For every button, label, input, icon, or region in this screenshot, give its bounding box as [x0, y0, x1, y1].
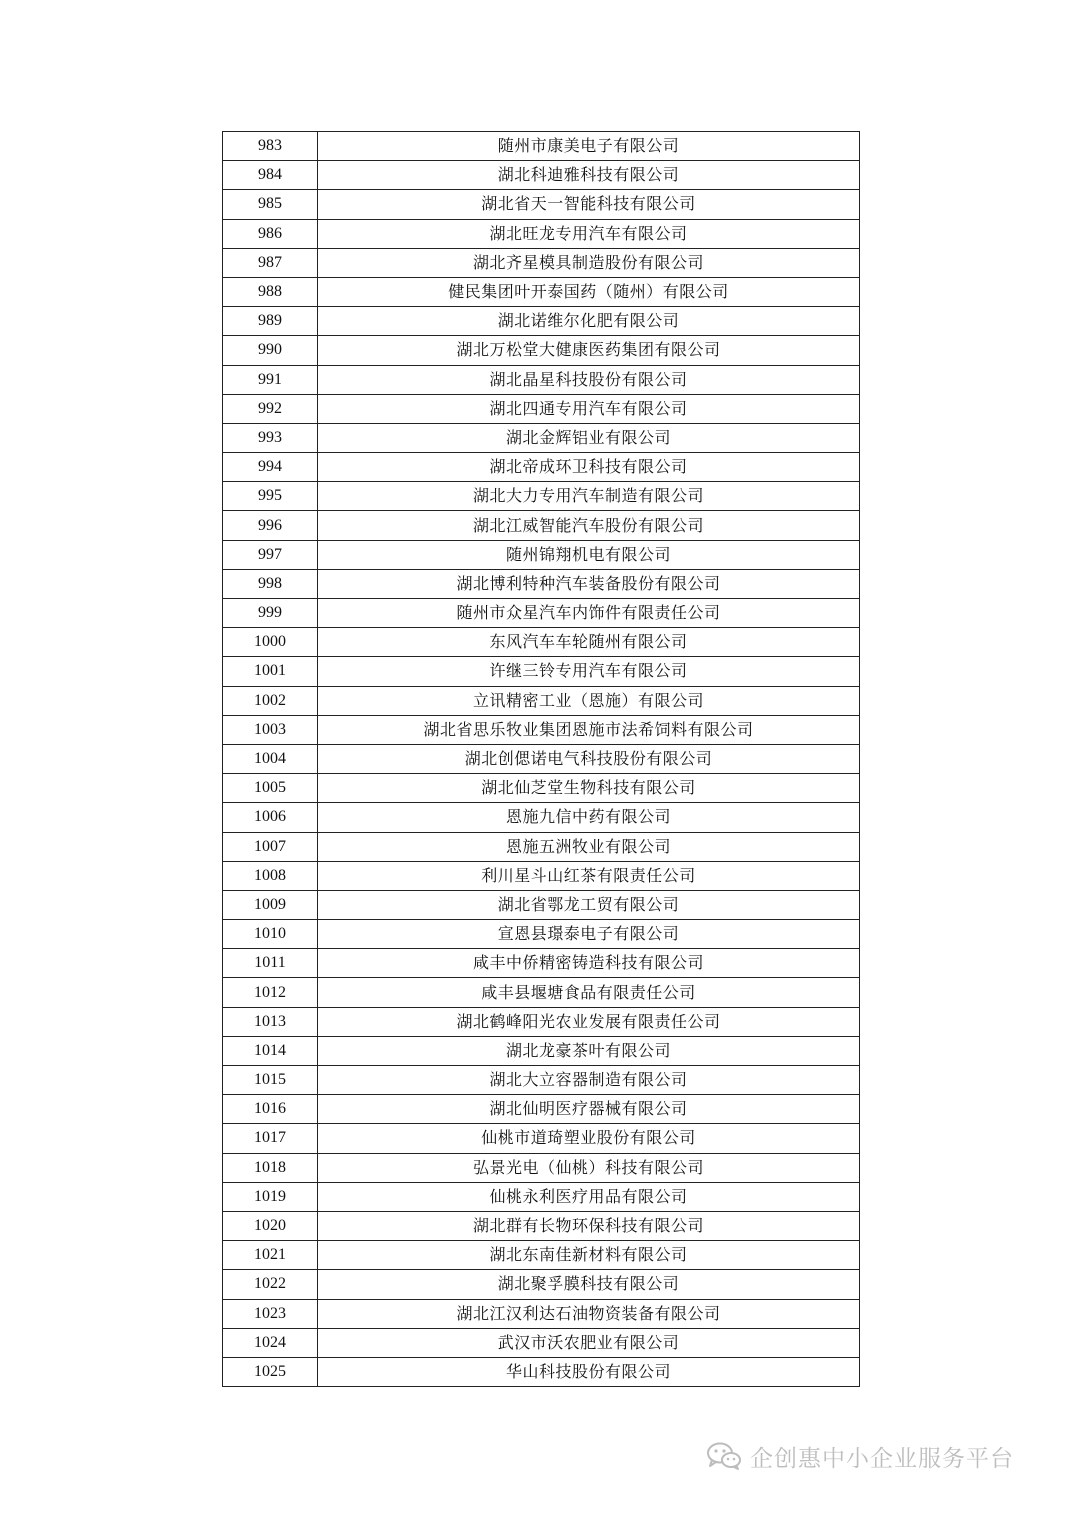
row-number: 988 — [223, 277, 318, 306]
company-name: 湖北齐星模具制造股份有限公司 — [318, 248, 860, 277]
table-row — [223, 132, 860, 161]
row-number: 997 — [223, 540, 318, 569]
watermark — [706, 1436, 1014, 1476]
table-row — [223, 1153, 860, 1182]
table-row — [223, 453, 860, 482]
table-body — [223, 132, 860, 1387]
company-name: 湖北省鄂龙工贸有限公司 — [318, 890, 860, 919]
row-number: 1000 — [223, 628, 318, 657]
company-name: 湖北省思乐牧业集团恩施市法希饲料有限公司 — [318, 715, 860, 744]
table-row — [223, 540, 860, 569]
row-number: 1010 — [223, 920, 318, 949]
row-number: 1020 — [223, 1211, 318, 1240]
company-name: 湖北大立容器制造有限公司 — [318, 1066, 860, 1095]
company-name: 湖北江威智能汽车股份有限公司 — [318, 511, 860, 540]
company-name: 恩施九信中药有限公司 — [318, 803, 860, 832]
table-row — [223, 161, 860, 190]
row-number: 995 — [223, 482, 318, 511]
table-row — [223, 1357, 860, 1386]
row-number: 1001 — [223, 657, 318, 686]
table-row — [223, 423, 860, 452]
company-name: 湖北聚孚膜科技有限公司 — [318, 1270, 860, 1299]
table-row — [223, 307, 860, 336]
row-number: 1021 — [223, 1241, 318, 1270]
company-name: 随州市康美电子有限公司 — [318, 132, 860, 161]
row-number: 1018 — [223, 1153, 318, 1182]
table-row — [223, 1299, 860, 1328]
table-row — [223, 1066, 860, 1095]
row-number: 1012 — [223, 978, 318, 1007]
row-number: 986 — [223, 219, 318, 248]
table-row — [223, 861, 860, 890]
row-number: 991 — [223, 365, 318, 394]
company-name: 东风汽车车轮随州有限公司 — [318, 628, 860, 657]
company-name: 湖北博利特种汽车装备股份有限公司 — [318, 569, 860, 598]
company-name: 随州市众星汽车内饰件有限责任公司 — [318, 599, 860, 628]
table-row — [223, 1036, 860, 1065]
table-row — [223, 715, 860, 744]
company-name: 利川星斗山红茶有限责任公司 — [318, 861, 860, 890]
row-number: 1013 — [223, 1007, 318, 1036]
company-name: 随州锦翔机电有限公司 — [318, 540, 860, 569]
company-name: 湖北大力专用汽车制造有限公司 — [318, 482, 860, 511]
company-name: 立讯精密工业（恩施）有限公司 — [318, 686, 860, 715]
table-row — [223, 686, 860, 715]
table-row — [223, 803, 860, 832]
table-row — [223, 482, 860, 511]
table-row — [223, 978, 860, 1007]
table-row — [223, 1007, 860, 1036]
company-name: 湖北东南佳新材料有限公司 — [318, 1241, 860, 1270]
company-name: 咸丰中侨精密铸造科技有限公司 — [318, 949, 860, 978]
row-number: 1023 — [223, 1299, 318, 1328]
company-name: 弘景光电（仙桃）科技有限公司 — [318, 1153, 860, 1182]
row-number: 999 — [223, 599, 318, 628]
table-row — [223, 832, 860, 861]
company-name: 湖北省天一智能科技有限公司 — [318, 190, 860, 219]
table-row — [223, 219, 860, 248]
table-row — [223, 248, 860, 277]
table-row — [223, 336, 860, 365]
company-name: 湖北四通专用汽车有限公司 — [318, 394, 860, 423]
table-row — [223, 394, 860, 423]
company-name: 湖北旺龙专用汽车有限公司 — [318, 219, 860, 248]
row-number: 994 — [223, 453, 318, 482]
row-number: 1005 — [223, 774, 318, 803]
table-row — [223, 1241, 860, 1270]
company-name: 湖北仙芝堂生物科技有限公司 — [318, 774, 860, 803]
row-number: 1004 — [223, 744, 318, 773]
row-number: 1006 — [223, 803, 318, 832]
company-list-table — [222, 131, 860, 1387]
watermark-text: 企创惠中小企业服务平台 — [750, 1445, 1014, 1472]
row-number: 990 — [223, 336, 318, 365]
table-row — [223, 599, 860, 628]
table-row — [223, 657, 860, 686]
table-row — [223, 569, 860, 598]
table-row — [223, 774, 860, 803]
row-number: 989 — [223, 307, 318, 336]
table-row — [223, 1095, 860, 1124]
row-number: 1002 — [223, 686, 318, 715]
wechat-icon — [706, 1441, 742, 1471]
table-row — [223, 744, 860, 773]
table-row — [223, 1182, 860, 1211]
row-number: 1007 — [223, 832, 318, 861]
row-number: 987 — [223, 248, 318, 277]
row-number: 1017 — [223, 1124, 318, 1153]
company-name: 湖北帝成环卫科技有限公司 — [318, 453, 860, 482]
row-number: 983 — [223, 132, 318, 161]
row-number: 1009 — [223, 890, 318, 919]
row-number: 984 — [223, 161, 318, 190]
company-name: 仙桃市道琦塑业股份有限公司 — [318, 1124, 860, 1153]
company-name: 湖北群有长物环保科技有限公司 — [318, 1211, 860, 1240]
table-row — [223, 628, 860, 657]
company-name: 华山科技股份有限公司 — [318, 1357, 860, 1386]
row-number: 1025 — [223, 1357, 318, 1386]
table-row — [223, 365, 860, 394]
company-name: 武汉市沃农肥业有限公司 — [318, 1328, 860, 1357]
table-row — [223, 1124, 860, 1153]
row-number: 1019 — [223, 1182, 318, 1211]
table-row — [223, 1211, 860, 1240]
company-name: 仙桃永利医疗用品有限公司 — [318, 1182, 860, 1211]
company-name: 宣恩县璟泰电子有限公司 — [318, 920, 860, 949]
company-name: 恩施五洲牧业有限公司 — [318, 832, 860, 861]
row-number: 1015 — [223, 1066, 318, 1095]
table-row — [223, 190, 860, 219]
row-number: 998 — [223, 569, 318, 598]
table-row — [223, 1328, 860, 1357]
company-name: 湖北诺维尔化肥有限公司 — [318, 307, 860, 336]
row-number: 1022 — [223, 1270, 318, 1299]
table-row — [223, 890, 860, 919]
company-name: 湖北万松堂大健康医药集团有限公司 — [318, 336, 860, 365]
company-name: 许继三铃专用汽车有限公司 — [318, 657, 860, 686]
row-number: 985 — [223, 190, 318, 219]
row-number: 993 — [223, 423, 318, 452]
company-name: 湖北晶星科技股份有限公司 — [318, 365, 860, 394]
company-name: 湖北鹤峰阳光农业发展有限责任公司 — [318, 1007, 860, 1036]
row-number: 1024 — [223, 1328, 318, 1357]
company-name: 湖北创偲诺电气科技股份有限公司 — [318, 744, 860, 773]
row-number: 996 — [223, 511, 318, 540]
row-number: 1014 — [223, 1036, 318, 1065]
table-row — [223, 1270, 860, 1299]
table-row — [223, 920, 860, 949]
table-row — [223, 277, 860, 306]
row-number: 992 — [223, 394, 318, 423]
row-number: 1016 — [223, 1095, 318, 1124]
company-name: 湖北龙豪茶叶有限公司 — [318, 1036, 860, 1065]
company-name: 湖北科迪雅科技有限公司 — [318, 161, 860, 190]
row-number: 1003 — [223, 715, 318, 744]
company-name: 湖北江汉利达石油物资装备有限公司 — [318, 1299, 860, 1328]
row-number: 1011 — [223, 949, 318, 978]
table-row — [223, 949, 860, 978]
company-name: 湖北金辉铝业有限公司 — [318, 423, 860, 452]
company-name: 健民集团叶开泰国药（随州）有限公司 — [318, 277, 860, 306]
company-name: 湖北仙明医疗器械有限公司 — [318, 1095, 860, 1124]
table-row — [223, 511, 860, 540]
company-name: 咸丰县堰塘食品有限责任公司 — [318, 978, 860, 1007]
row-number: 1008 — [223, 861, 318, 890]
